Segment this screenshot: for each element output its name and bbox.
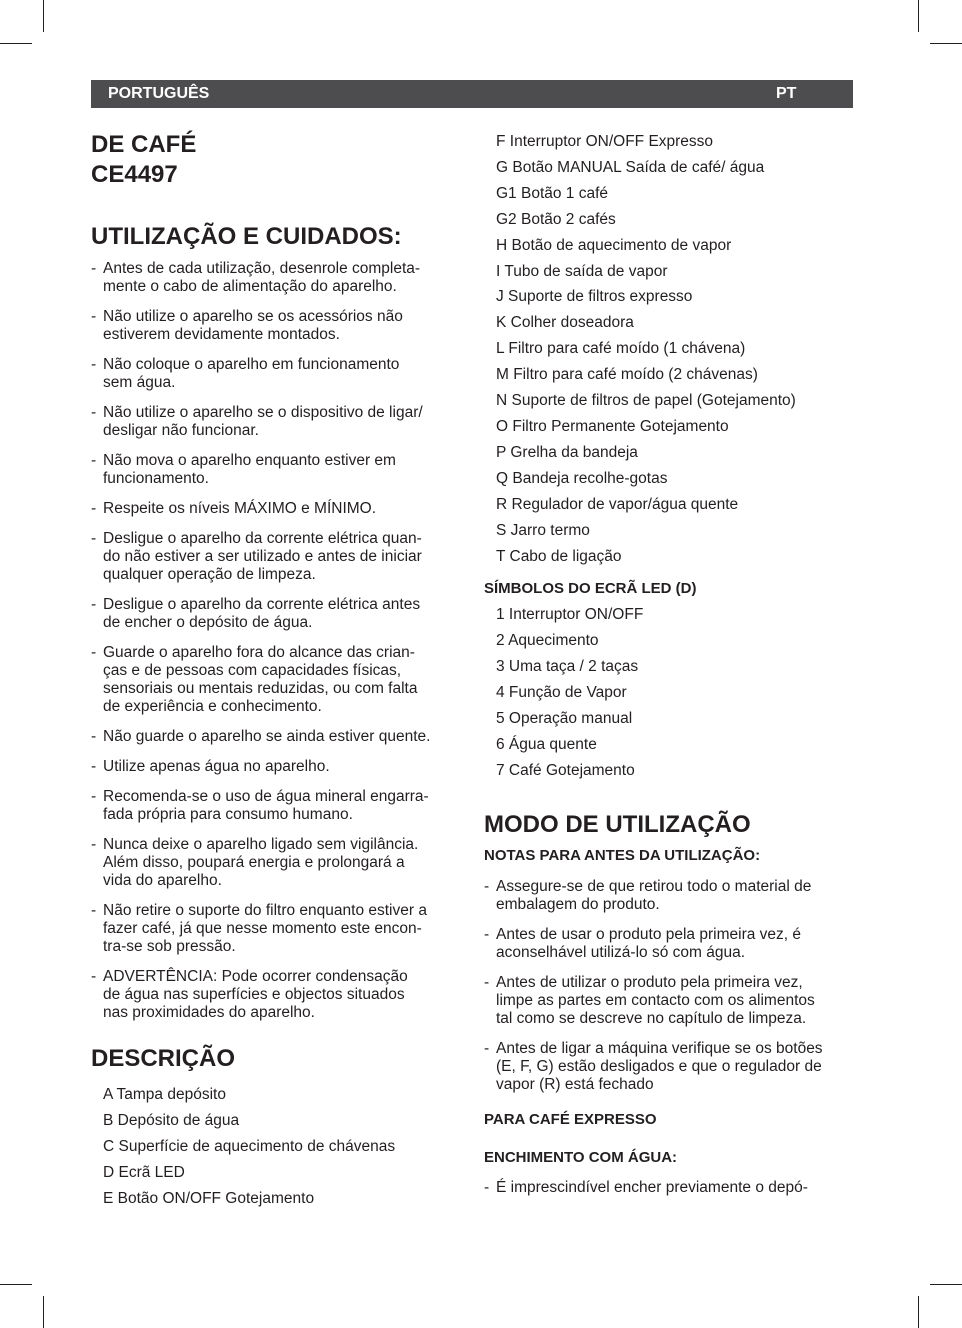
list-item-line: do não estiver a ser utilizado e antes de iniciar	[103, 548, 422, 565]
product-title	[91, 130, 466, 190]
dash-bullet: -	[91, 500, 97, 517]
list-item	[484, 1040, 859, 1094]
crop-mark	[43, 0, 44, 32]
language-label: PORTUGUÊS	[108, 85, 210, 102]
list-item: M Filtro para café moído (2 chávenas)	[496, 366, 758, 384]
dash-bullet: -	[91, 788, 97, 805]
list-item: D Ecrã LED	[103, 1163, 185, 1181]
list-item: G1 Botão 1 café	[496, 184, 609, 202]
list-item: I Tubo de saída de vapor	[496, 262, 668, 280]
dash-bullet: -	[484, 973, 490, 991]
crop-mark	[0, 1284, 32, 1285]
list-item-line: de encher o depósito de água.	[103, 614, 313, 631]
led-symbols-list	[484, 602, 859, 783]
list-item-line: qualquer operação de limpeza.	[103, 566, 316, 583]
list-item: P Grelha da bandeja	[496, 443, 638, 461]
list-item: S Jarro termo	[496, 521, 590, 539]
list-item	[484, 878, 859, 914]
left-column	[91, 130, 466, 1212]
list-item: B Depósito de água	[103, 1111, 240, 1129]
list-item: 3 Uma taça / 2 taças	[496, 658, 639, 676]
list-item: J Suporte de filtros expresso	[496, 288, 693, 306]
list-item-line: aconselhável utilizá-lo só com água.	[496, 943, 745, 961]
list-item	[91, 308, 466, 344]
dash-bullet: -	[91, 728, 97, 745]
list-item	[91, 452, 466, 488]
list-item: G2 Botão 2 cafés	[496, 210, 616, 228]
list-item: G Botão MANUAL Saída de café/ água	[496, 158, 765, 176]
list-item: 6 Água quente	[496, 735, 597, 753]
list-item-line: mente o cabo de alimentação do aparelho.	[103, 278, 397, 295]
list-item	[91, 728, 466, 746]
usage-heading: UTILIZAÇÃO E CUIDADOS:	[91, 223, 402, 250]
list-item-line: ças e de pessoas com capacidades físicas,	[103, 662, 402, 679]
list-item: 1 Interruptor ON/OFF	[496, 606, 644, 624]
crop-mark	[918, 0, 919, 32]
product-title-line-1: DE CAFÉ	[91, 131, 197, 158]
dash-bullet: -	[91, 836, 97, 853]
list-item-line: Desligue o aparelho da corrente elétrica quan-	[103, 530, 422, 547]
list-item-line: Nunca deixe o aparelho ligado sem vigilância.	[103, 836, 419, 853]
list-item-line: Não utilize o aparelho se os acessórios não	[103, 308, 403, 325]
led-symbols-heading: SÍMBOLOS DO ECRÃ LED (D)	[484, 580, 697, 598]
list-item-line: funcionamento.	[103, 470, 209, 487]
mode-heading: MODO DE UTILIZAÇÃO	[484, 810, 751, 838]
list-item-line: Não retire o suporte do filtro enquanto estiver a	[103, 902, 427, 919]
list-item-line: ADVERTÊNCIA: Pode ocorrer condensação	[103, 968, 408, 985]
list-item: A Tampa depósito	[103, 1086, 226, 1103]
list-item: N Suporte de filtros de papel (Gotejamento)	[496, 392, 796, 410]
list-item: 5 Operação manual	[496, 710, 633, 728]
list-item: K Colher doseadora	[496, 314, 634, 332]
list-item-line: fazer café, já que nesse momento este encon-	[103, 920, 422, 937]
language-code: PT	[776, 85, 797, 102]
list-item-line: Não coloque o aparelho em funcionamento	[103, 356, 400, 373]
dash-bullet: -	[484, 1039, 490, 1057]
list-item-line: É imprescindível encher previamente o depó-	[496, 1178, 808, 1196]
list-item: 4 Função de Vapor	[496, 684, 627, 702]
list-item-line: Antes de usar o produto pela primeira vez, é	[496, 925, 802, 943]
list-item-line: nas proximidades do aparelho.	[103, 1004, 315, 1021]
dash-bullet: -	[91, 404, 97, 421]
list-item	[91, 260, 466, 296]
list-item-line: estiverem devidamente montados.	[103, 326, 340, 343]
list-item-line: vapor (R) está fechado	[496, 1075, 654, 1093]
list-item-line: Antes de cada utilização, desenrole completa-	[103, 260, 421, 277]
list-item-line: sensoriais ou mentais reduzidas, ou com falta	[103, 680, 418, 697]
description-list-continued	[484, 129, 859, 569]
crop-mark	[930, 43, 962, 44]
list-item-line: Antes de ligar a máquina verifique se os botões	[496, 1039, 823, 1057]
list-item: T Cabo de ligação	[496, 547, 622, 565]
right-column	[484, 130, 859, 1209]
list-item	[484, 974, 859, 1028]
list-item	[484, 926, 859, 962]
description-heading: DESCRIÇÃO	[91, 1045, 236, 1072]
list-item-line: Recomenda-se o uso de água mineral engarra-	[103, 788, 429, 805]
usage-list	[91, 260, 466, 1022]
list-item: E Botão ON/OFF Gotejamento	[103, 1189, 315, 1207]
crop-mark	[0, 43, 32, 44]
crop-mark	[43, 1296, 44, 1328]
list-item	[91, 836, 466, 890]
list-item-line: tra-se sob pressão.	[103, 938, 236, 955]
dash-bullet: -	[484, 925, 490, 943]
language-header-bar	[91, 80, 853, 108]
dash-bullet: -	[91, 530, 97, 547]
list-item: C Superfície de aquecimento de chávenas	[103, 1137, 396, 1155]
list-item: 7 Café Gotejamento	[496, 761, 635, 779]
dash-bullet: -	[91, 758, 97, 775]
list-item	[91, 758, 466, 776]
list-item-line: Desligue o aparelho da corrente elétrica antes	[103, 596, 421, 613]
list-item-line: sem água.	[103, 374, 176, 391]
list-item-line: Não guarde o aparelho se ainda estiver quente.	[103, 728, 431, 745]
dash-bullet: -	[91, 356, 97, 373]
list-item-line: Antes de utilizar o produto pela primeira vez,	[496, 973, 803, 991]
list-item-line: de experiência e conhecimento.	[103, 698, 322, 715]
list-item-line: Não mova o aparelho enquanto estiver em	[103, 452, 396, 469]
list-item-line: de água nas superfícies e objectos situados	[103, 986, 405, 1003]
description-list	[91, 1082, 466, 1212]
list-item-line: Utilize apenas água no aparelho.	[103, 758, 330, 775]
dash-bullet: -	[91, 902, 97, 919]
list-item	[91, 356, 466, 392]
list-item	[91, 788, 466, 824]
list-item: L Filtro para café moído (1 chávena)	[496, 340, 746, 358]
dash-bullet: -	[91, 596, 97, 613]
list-item-line: limpe as partes em contacto com os alimentos	[496, 991, 815, 1009]
list-item	[91, 530, 466, 584]
crop-mark	[918, 1296, 919, 1328]
dash-bullet: -	[91, 644, 97, 661]
list-item-line: desligar não funcionar.	[103, 422, 259, 439]
dash-bullet: -	[484, 877, 490, 895]
list-item-line: Assegure-se de que retirou todo o material de	[496, 877, 812, 895]
list-item	[91, 644, 466, 716]
list-item	[91, 968, 466, 1022]
list-item	[91, 404, 466, 440]
list-item	[91, 902, 466, 956]
espresso-heading: PARA CAFÉ EXPRESSO	[484, 1110, 657, 1128]
list-item-line: Guarde o aparelho fora do alcance das crian-	[103, 644, 415, 661]
list-item-line: vida do aparelho.	[103, 872, 222, 889]
dash-bullet: -	[91, 308, 97, 325]
list-item-line: Respeite os níveis MÁXIMO e MÍNIMO.	[103, 500, 377, 517]
list-item: 2 Aquecimento	[496, 632, 599, 650]
list-item: Q Bandeja recolhe-gotas	[496, 469, 668, 487]
crop-mark	[930, 1284, 962, 1285]
list-item: O Filtro Permanente Gotejamento	[496, 417, 729, 435]
list-item-line: fada própria para consumo humano.	[103, 806, 353, 823]
product-title-line-2: CE4497	[91, 161, 178, 188]
dash-bullet: -	[91, 452, 97, 469]
dash-bullet: -	[91, 968, 97, 985]
notes-list	[484, 878, 859, 1094]
list-item	[91, 500, 466, 518]
list-item: R Regulador de vapor/água quente	[496, 495, 739, 513]
dash-bullet: -	[484, 1178, 490, 1196]
list-item-line: embalagem do produto.	[496, 895, 660, 913]
filling-heading: ENCHIMENTO COM ÁGUA:	[484, 1148, 678, 1166]
list-item	[484, 1179, 859, 1197]
list-item: H Botão de aquecimento de vapor	[496, 236, 732, 254]
list-item-line: Não utilize o aparelho se o dispositivo de ligar/	[103, 404, 423, 421]
dash-bullet: -	[91, 260, 97, 277]
notes-heading: NOTAS PARA ANTES DA UTILIZAÇÃO:	[484, 846, 761, 864]
list-item-line: Além disso, poupará energia e prolongará a	[103, 854, 405, 871]
list-item: F Interruptor ON/OFF Expresso	[496, 133, 714, 150]
filling-list	[484, 1179, 859, 1197]
list-item	[91, 596, 466, 632]
list-item-line: tal como se descreve no capítulo de limpeza.	[496, 1009, 807, 1027]
list-item-line: (E, F, G) estão desligados e que o regulador de	[496, 1057, 822, 1075]
